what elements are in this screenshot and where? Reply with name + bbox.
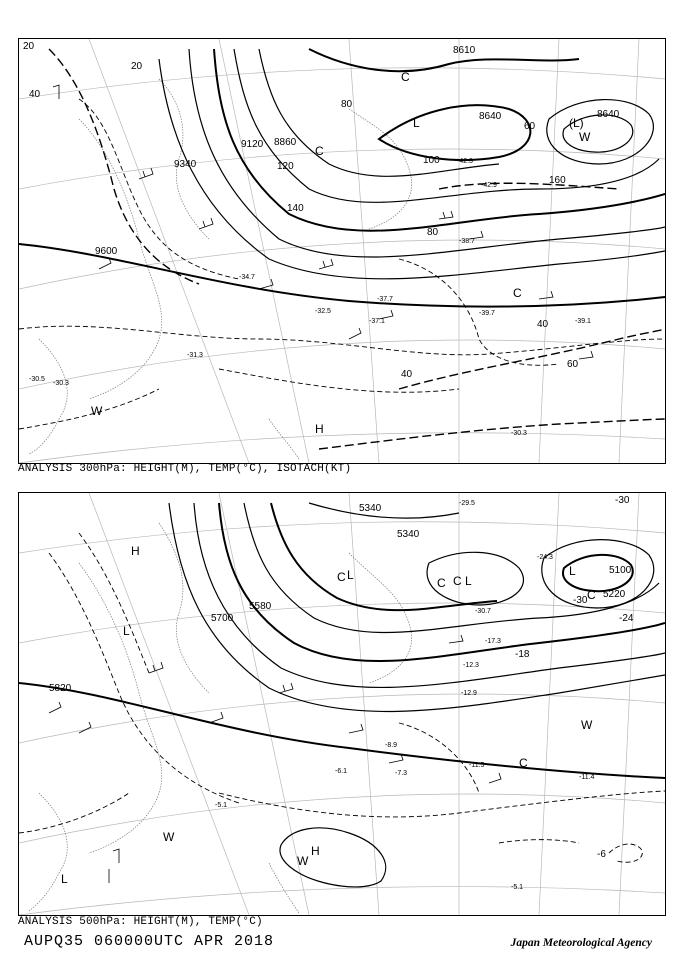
graticule [19, 493, 665, 915]
station-value: -8.9 [385, 742, 398, 749]
center-mark: H [311, 844, 320, 858]
map-500hpa-svg [19, 493, 665, 915]
isotach-label: 80 [427, 227, 439, 238]
isotherm-label: -18 [515, 649, 530, 660]
temp-label: -30.3 [511, 430, 527, 437]
temperature-isotherms [19, 99, 665, 429]
temp-label: -42.3 [457, 158, 473, 165]
center-mark: L [465, 574, 472, 588]
height-label: 5820 [49, 683, 72, 694]
isotach-label: 60 [567, 359, 579, 370]
temp-label: -37.1 [369, 318, 385, 325]
station-value: -12.9 [461, 690, 477, 697]
center-mark: C [513, 286, 522, 300]
isotach-label: 60 [524, 121, 536, 132]
center-mark: C [453, 574, 462, 588]
station-value: -29.5 [459, 500, 475, 507]
isotach-label: 80 [341, 99, 353, 110]
isotach-label: 20 [23, 41, 35, 52]
center-mark: W [579, 130, 591, 144]
temp-label: -31.3 [187, 352, 203, 359]
height-label: 8610 [453, 45, 476, 56]
station-value: -6.1 [335, 768, 348, 775]
height-label: 5340 [359, 503, 382, 514]
height-label: 9600 [95, 246, 118, 257]
center-mark: H [315, 422, 324, 436]
height-label: 5700 [211, 613, 234, 624]
temp-label: -34.7 [239, 274, 255, 281]
map-300hpa [18, 38, 666, 464]
station-value: -11.5 [469, 762, 485, 769]
station-value: -5.1 [511, 884, 524, 891]
center-mark: C [337, 570, 346, 584]
center-mark: (L) [569, 116, 584, 130]
center-mark: C [315, 144, 324, 158]
isotherm-label: -6 [597, 849, 606, 860]
height-label: 5100 [609, 565, 632, 576]
temp-label: -30.5 [29, 376, 45, 383]
isotherm-labels [515, 495, 634, 860]
isotach-label: 40 [401, 369, 413, 380]
temp-label: -32.5 [315, 308, 331, 315]
isotach-label: 40 [537, 319, 549, 330]
center-mark: W [581, 718, 593, 732]
center-mark: W [91, 404, 103, 418]
height-contours [19, 49, 665, 307]
isotach-label: 140 [287, 203, 304, 214]
isotherm-label: -30 [615, 495, 630, 506]
center-mark: C [587, 588, 596, 602]
isotherm-label: -30 [573, 595, 588, 606]
center-mark: L [61, 872, 68, 886]
height-label: 8860 [274, 137, 297, 148]
height-label: 5580 [249, 601, 272, 612]
temp-label: -30.3 [53, 380, 69, 387]
center-mark: H [131, 544, 140, 558]
isotach-label: 20 [131, 61, 143, 72]
station-value: -17.3 [485, 638, 501, 645]
agency-credit: Japan Meteorological Agency [510, 937, 652, 949]
pressure-centers [91, 70, 591, 436]
station-value: -24.3 [537, 554, 553, 561]
center-mark: L [413, 116, 420, 130]
map-300hpa-svg [19, 39, 665, 463]
center-mark: L [347, 568, 354, 582]
temp-label: -38.7 [459, 238, 475, 245]
temp-label: -42.9 [481, 182, 497, 189]
isotach-label: 100 [423, 155, 440, 166]
coastlines [29, 523, 412, 913]
caption-300hpa: ANALYSIS 300hPa: HEIGHT(M), TEMP(°C), ISOTACH(KT) [18, 463, 352, 475]
height-label: 9340 [174, 159, 197, 170]
height-label: 9120 [241, 139, 264, 150]
isotach-label: 160 [549, 175, 566, 186]
isotach-labels [23, 41, 579, 380]
center-mark: C [401, 70, 410, 84]
wind-barbs [53, 85, 593, 359]
center-mark: L [123, 624, 130, 638]
center-mark: W [163, 830, 175, 844]
coastlines [29, 79, 412, 459]
center-mark: C [437, 576, 446, 590]
height-label: 8640 [597, 109, 620, 120]
center-mark: C [519, 756, 528, 770]
station-value: -11.4 [579, 774, 595, 781]
height-contours [19, 503, 665, 887]
center-mark: L [569, 564, 576, 578]
station-values [215, 500, 595, 891]
temp-label: -39.1 [575, 318, 591, 325]
height-label: 8640 [479, 111, 502, 122]
station-value: -7.3 [395, 770, 408, 777]
station-value: -30.7 [475, 608, 491, 615]
caption-500hpa: ANALYSIS 500hPa: HEIGHT(M), TEMP(°C) [18, 916, 263, 928]
pressure-centers [61, 544, 596, 886]
height-label: 5340 [397, 529, 420, 540]
height-label: 5220 [603, 589, 626, 600]
isotherm-label: -24 [619, 613, 634, 624]
temp-label: -39.7 [479, 310, 495, 317]
product-header: AUPQ35 060000UTC APR 2018 [24, 933, 275, 950]
station-value: -5.1 [215, 802, 228, 809]
center-mark: W [297, 854, 309, 868]
station-value: -12.3 [463, 662, 479, 669]
temp-label: -37.7 [377, 296, 393, 303]
map-500hpa [18, 492, 666, 916]
isotach-label: 120 [277, 161, 294, 172]
isotach-label: 40 [29, 89, 41, 100]
